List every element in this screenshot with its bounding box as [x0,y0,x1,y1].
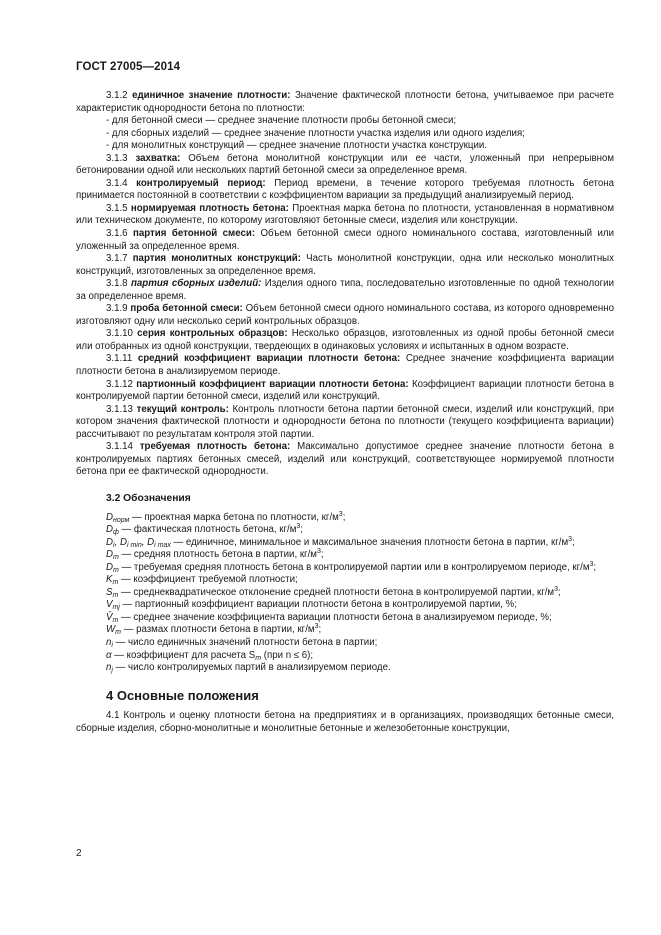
terms-section [76,90,614,479]
symbol-subscript: i [111,641,113,649]
unit-superscript: 3 [554,585,558,593]
symbol-description: — коэффициент для расчета S [111,649,256,661]
term-text: Максимально допустимое среднее значение плотности бетона в контролируемых партиях бетонных смесей, изделий или конструкций, соответствующее нормируемой плотности бетона при ее фактической однородности. [76,441,614,478]
symbol-description: — проектная марка бетона по плотности, кг/м [129,511,339,523]
symbol: W [106,624,116,636]
symbol-entry [76,524,614,537]
symbol-punct: ; [572,536,575,548]
symbol-description: — партионный коэффициент вариации плотности бетона в контролируемой партии, %; [119,599,517,611]
term-name: требуемая плотность бетона: [139,441,291,453]
symbol-punct: ; [593,561,597,573]
term-number: 3.1.12 [106,378,133,390]
symbol: K [106,574,113,586]
symbol: n [106,662,112,674]
term-text: Среднее значение коэффициента вариации плотности бетона в анализируемом периоде. [76,353,614,378]
symbol-subscript: норм [113,516,130,524]
term-number: 3.1.7 [106,253,128,265]
symbol-punct: ; [320,549,324,561]
unit-superscript: 3 [314,623,319,631]
symbol-entry [76,624,614,637]
term-definition [76,441,614,479]
unit-superscript: 3 [589,560,594,568]
symbol-subscript: j [111,667,113,675]
symbol: α [106,649,112,661]
symbol-description: — средняя плотность бетона в партии, кг/м [118,549,317,561]
symbol-description: — требуемая средняя плотность бетона в контролируемой партии или в контролируемом периоде, кг/м [118,561,590,573]
term-text: Объем бетонной смеси одного номинального состава, изготовленный или уложенный за определенное время. [76,228,614,252]
term-name: проба бетонной смеси: [130,303,243,315]
symbol-description: — среднее значение коэффициента вариации плотности бетона в анализируемом периоде, %; [118,611,552,623]
symbol-punct: ; [558,586,561,598]
bullet-item [76,115,614,128]
term-definition [76,178,614,203]
symbol-entry [76,574,614,587]
unit-superscript: 3 [296,523,301,531]
term-number: 3.1.14 [106,441,133,453]
symbol-subscript: m [112,591,119,599]
term-definition [76,203,614,228]
symbol-subscript: i min [126,541,142,549]
term-definition [76,303,614,328]
term-text: - для бетонной смеси — среднее значение плотности пробы бетонной смеси; [106,115,457,127]
symbol-entry [76,562,614,575]
term-text: Значение фактической плотности бетона, учитываемое при расчете характеристик однородности бетона по плотности: [76,90,614,114]
symbol-description: — среднеквадратическое отклонение средней плотности бетона в контролируемой партии, кг/м [118,586,555,598]
term-text: Коэффициент вариации плотности бетона в контролируемой партии бетонной смеси, изделий или конструкций. [76,378,614,403]
term-text: Проектная марка бетона по плотности, установленная в нормативном или техническом документе, по которому изготовляют бетонные смеси, изделия или конструкции. [76,202,614,227]
term-number: 3.1.9 [106,303,128,315]
page-number: 2 [76,848,82,859]
symbol-subscript: m [112,616,119,624]
symbol-entry [76,512,614,525]
symbol: D [106,536,113,548]
term-number: 3.1.5 [106,202,128,214]
document-body [76,90,614,735]
term-name: серия контрольных образцов: [137,328,288,340]
term-definition [76,278,614,303]
term-number: 3.1.6 [106,228,128,240]
symbol-entry [76,599,614,612]
symbol: D [106,561,113,573]
document-header: ГОСТ 27005—2014 [76,61,181,73]
term-number: 3.1.8 [106,278,128,290]
term-definition [76,353,614,378]
term-name: единичное значение плотности: [132,90,291,101]
symbol-entry [76,549,614,562]
term-number: 3.1.2 [106,90,128,101]
symbol-description-tail: (при n ≤ 6); [261,649,314,661]
symbol: V [106,599,113,611]
symbol-subscript: т [113,566,119,574]
symbol-subscript: m [113,554,119,562]
term-name: средний коэффициент вариации плотности бетона: [137,353,401,365]
symbol-entry [76,662,614,675]
term-text: Период времени, в течение которого требуемая плотность бетона принимается постоянной в соответствии с коэффициентом вариации за предыдущий анализируемый период. [76,177,614,202]
symbol-entry [76,612,614,625]
symbol-description: — фактическая плотность бетона, кг/м [118,524,297,536]
symbol-subscript: i max [154,541,171,549]
term-number: 3.1.11 [106,353,133,365]
symbols-list [76,512,614,675]
symbol-entry [76,537,614,550]
symbol-description: — размах плотности бетона в партии, кг/м [121,624,315,636]
term-number: 3.1.10 [106,328,133,340]
term-text: Часть монолитной конструкции, одна или несколько монолитных конструкций, изготовленных за определенное время. [76,253,614,277]
symbol-punct: ; [342,511,346,523]
term-name: партия бетонной смеси: [133,228,256,240]
term-name: партия монолитных конструкций: [132,253,301,265]
term-number: 3.1.3 [106,152,128,164]
term-definition [76,379,614,404]
symbol: , D [114,536,127,548]
term-name: текущий контроль: [136,403,229,415]
term-text: Несколько образцов, изготовленных из одной пробы бетонной смеси или отобранных из одной конструкции, твердеющих в одинаковых условиях и испытанных в одном возрасте. [76,328,614,352]
term-name: партия сборных изделий: [130,278,262,290]
section-4-heading: 4 Основные положения [106,687,259,703]
term-name: контролируемый период: [136,177,266,189]
symbol: , D [141,536,155,548]
symbol-punct: ; [318,624,322,636]
term-definition [76,228,614,253]
term-name: нормируемая плотность бетона: [130,202,289,214]
term-text: - для сборных изделий — среднее значение плотности участка изделия или одного изделия; [106,127,525,139]
term-definition [76,153,614,178]
symbol-subscript: ф [113,529,119,537]
symbol-subscript: m [255,654,262,662]
symbol-description: — единичное, минимальное и максимальное значения плотности бетона в партии, кг/м [170,536,569,548]
symbol-entry [76,650,614,663]
symbol-subscript: т [112,579,119,587]
term-definition [76,404,614,442]
term-definition [76,90,614,115]
symbol-description: — число контролируемых партий в анализируемом периоде. [112,662,391,674]
symbol: V̄ [106,611,113,623]
term-text: Изделия одного типа, последовательно изготовленные по одной технологии за определенное время. [76,278,614,302]
term-number: 3.1.13 [106,403,133,415]
symbol-entry [76,637,614,650]
symbol-entry [76,587,614,600]
term-text: Объем бетона монолитной конструкции или ее части, уложенный при непрерывном бетонировании одной или нескольких партий бетонной смеси за определенное время. [76,152,614,177]
term-definition [76,253,614,278]
symbol-subscript: mj [112,604,120,612]
symbols-heading: 3.2 Обозначения [106,492,191,504]
unit-superscript: 3 [316,548,321,556]
symbol: n [106,636,112,648]
paragraph-4-1: 4.1 Контроль и оценку плотности бетона на предприятиях и в организациях, производящих бетонные смеси, сборные изделия, сборно-монолитные и монолитные бетонные и железобетонные конструкции, [76,710,614,734]
term-number: 3.1.4 [106,177,128,189]
symbol-subscript: i [113,541,115,549]
unit-superscript: 3 [338,510,343,518]
symbol-subscript: m [115,629,121,637]
term-text: Контроль плотности бетона партии бетонной смеси, изделий или конструкций, при котором значения фактической плотности и однородности бетона по плотности (текущего коэффициента вариации) рассчитывают по результатам контроля этой партии. [76,403,614,440]
symbol-description: — число единичных значений плотности бетона в партии; [112,636,378,648]
bullet-item [76,140,614,153]
symbol: D [106,524,113,536]
bullet-item [76,128,614,141]
term-definition [76,328,614,353]
unit-superscript: 3 [568,535,573,543]
term-name: партионный коэффициент вариации плотности бетона: [136,378,409,390]
symbol-punct: ; [300,524,303,536]
symbol: D [106,549,113,561]
term-text: - для монолитных конструкций — среднее значение плотности участка конструкции. [106,140,487,152]
symbol: S [106,586,113,598]
symbol-description: — коэффициент требуемой плотности; [118,574,298,586]
term-name: захватка: [135,152,181,164]
symbol: D [106,511,113,523]
term-text: Объем бетонной смеси одного номинального состава, из которого одновременно изготовляют одну или несколько серий контрольных образцов. [76,303,614,327]
